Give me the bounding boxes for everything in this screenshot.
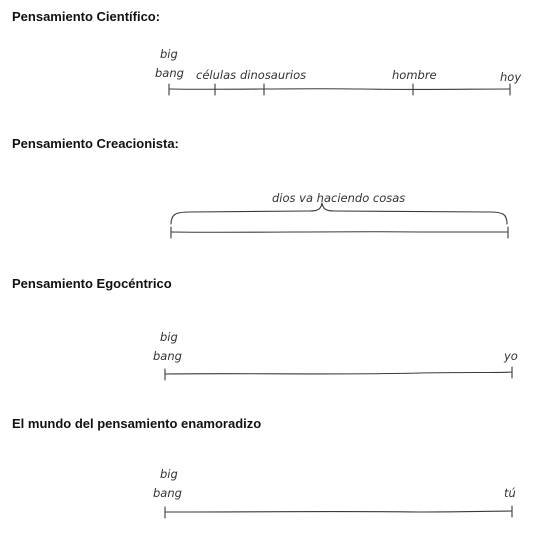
label-yo: yo xyxy=(504,349,518,363)
section-title-cientifico: Pensamiento Científico: xyxy=(12,9,161,24)
timeline-line-cientifico xyxy=(169,89,510,90)
timeline-cientifico xyxy=(155,47,521,95)
timeline-egocentrico xyxy=(153,330,518,380)
timeline-creacionista xyxy=(171,191,508,238)
label-bang-ego: bang xyxy=(153,349,182,363)
timeline-line-enamoradizo xyxy=(165,511,512,512)
section-title-creacionista: Pensamiento Creacionista: xyxy=(12,136,179,151)
brace-icon xyxy=(171,203,507,224)
label-big-love: big xyxy=(160,467,178,481)
timeline-line-creacionista xyxy=(171,232,508,233)
label-dinosaurios: dinosaurios xyxy=(240,68,307,82)
label-hoy: hoy xyxy=(500,70,522,84)
label-dios-va-haciendo-cosas: dios va haciendo cosas xyxy=(272,191,406,205)
timeline-enamoradizo xyxy=(153,467,516,518)
label-big: big xyxy=(160,47,178,61)
label-big-ego: big xyxy=(160,330,178,344)
label-hombre: hombre xyxy=(392,68,437,82)
label-celulas: células xyxy=(196,68,237,82)
label-tu: tú xyxy=(504,486,516,500)
section-title-enamoradizo: El mundo del pensamiento enamoradizo xyxy=(12,416,262,431)
label-bang: bang xyxy=(155,66,184,80)
timeline-line-egocentrico xyxy=(165,372,512,374)
label-bang-love: bang xyxy=(153,486,182,500)
section-title-egocentrico: Pensamiento Egocéntrico xyxy=(12,276,172,291)
